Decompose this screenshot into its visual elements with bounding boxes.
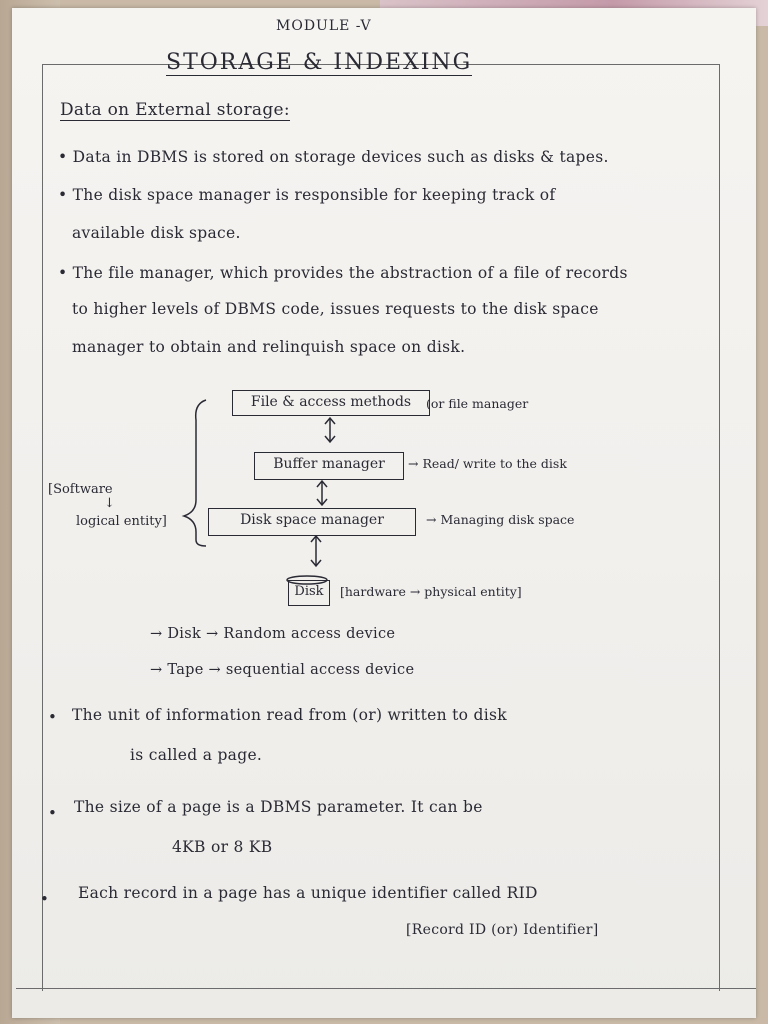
buffer-manager-box: Buffer manager (254, 452, 404, 480)
software-label: [Software (48, 482, 113, 497)
bullet-file-manager: • The file manager, which provides the abstraction of a file of records (58, 264, 628, 282)
bullet-dot-1: • (48, 708, 57, 726)
buffer-manager-note: → Read/ write to the disk (408, 456, 567, 471)
device-disk: → Disk → Random access device (150, 626, 396, 642)
bullet-storage-devices: • Data in DBMS is stored on storage devices such as disks & tapes. (58, 148, 609, 166)
disk-box: Disk (288, 580, 330, 606)
module-label: MODULE -V (276, 18, 372, 34)
disk-space-manager-box: Disk space manager (208, 508, 416, 536)
page-unit-line1: The unit of information read from (or) written to disk (72, 706, 507, 724)
bullet-disk-space-manager-cont: available disk space. (72, 224, 241, 242)
title-text: STORAGE & INDEXING (166, 50, 473, 75)
logical-entity-label: logical entity] (76, 514, 167, 529)
bullet-file-manager-cont1: to higher levels of DBMS code, issues requests to the disk space (72, 300, 599, 318)
page-size-line2: 4KB or 8 KB (172, 838, 273, 856)
heading-text: Data on External storage: (60, 100, 290, 120)
bullet-dot-2: • (48, 804, 57, 822)
disk-note: [hardware → physical entity] (340, 584, 522, 599)
bullet-file-manager-cont2: manager to obtain and relinquish space on disk. (72, 338, 466, 356)
bullet-dot-3: • (40, 890, 49, 908)
page-unit-line2: is called a page. (130, 746, 263, 764)
device-tape: → Tape → sequential access device (150, 662, 415, 678)
rid-line1: Each record in a page has a unique identifier called RID (78, 884, 538, 902)
file-manager-note: (or file manager (426, 396, 529, 411)
software-arrow: ↓ (104, 496, 115, 511)
disk-space-manager-note: → Managing disk space (426, 512, 575, 527)
page-size-line1: The size of a page is a DBMS parameter. It can be (74, 798, 483, 816)
bullet-disk-space-manager: • The disk space manager is responsible for keeping track of (58, 186, 556, 204)
rid-line2: [Record ID (or) Identifier] (406, 922, 599, 938)
file-access-methods-box: File & access methods (232, 390, 430, 416)
